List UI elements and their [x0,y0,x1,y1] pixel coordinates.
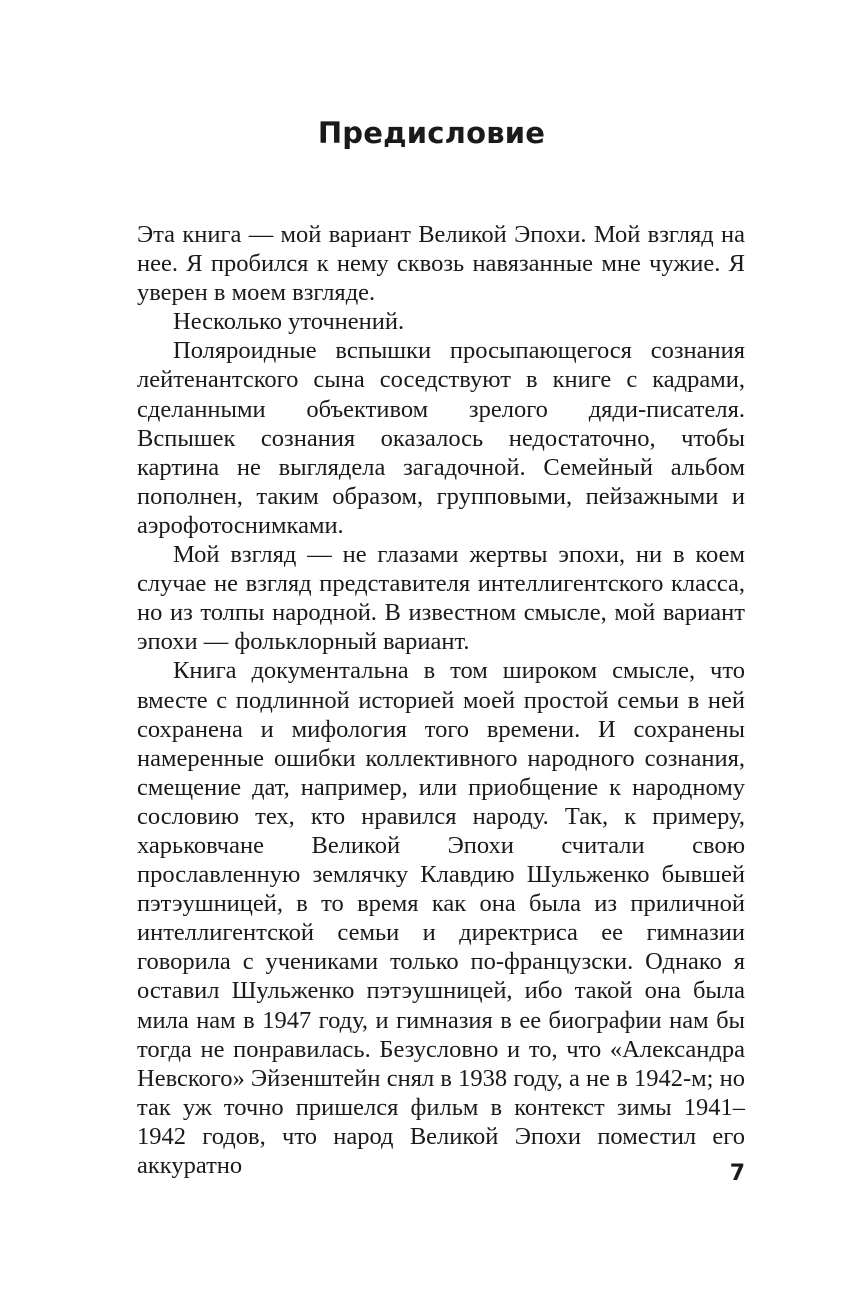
chapter-title: Предисловие [317,116,546,150]
paragraph: Книга документальна в том широком смысле, что вместе с подлинной историей моей простой семьи в ней сохранена и мифология того времени. И сохранены намеренные ошибки коллективного народного сознания, смещение дат, например, или приобщение к народному сословию тех, кто нравился народу. Так, к примеру, харьковчане Великой Эпохи считали свою прославленную землячку Клавдию Шульженко бывшей пэтэушницей, в то время как она была из приличной интеллигентской семьи и директриса ее гимназии говорила с учениками только по-французски. Однако я оставил Шульженко пэтэушницей, ибо такой она была мила нам в 1947 году, и гимназия в ее биографии нам бы тогда не понравилась. Безусловно и то, что «Александра Невского» Эйзенштейн снял в 1938 году, а не в 1942-м; но так уж точно пришелся фильм в контекст зимы 1941–1942 годов, что народ Великой Эпохи поместил его аккуратно [137,657,745,1179]
paragraph: Несколько уточнений. [173,308,405,336]
paragraph: Мой взгляд — не глазами жертвы эпохи, ни в коем случае не взгляд представителя интеллигентского класса, но из толпы народной. В известном смысле, мой вариант эпохи — фольклорный вариант. [137,541,745,656]
paragraph: Эта книга — мой вариант Великой Эпохи. Мой взгляд на нее. Я пробился к нему сквозь навязанные мне чужие. Я уверен в моем взгляде. [137,221,745,307]
paragraph: Поляроидные вспышки просыпающегося сознания лейтенантского сына соседствуют в книге с кадрами, сделанными объективом зрелого дяди-писателя. Вспышек сознания оказалось недостаточно, чтобы картина не выглядела загадочной. Семейный альбом пополнен, таким образом, групповыми, пейзажными и аэрофотоснимками. [137,337,745,539]
page-number: 7 [729,1161,745,1186]
body-text [137,220,745,1180]
